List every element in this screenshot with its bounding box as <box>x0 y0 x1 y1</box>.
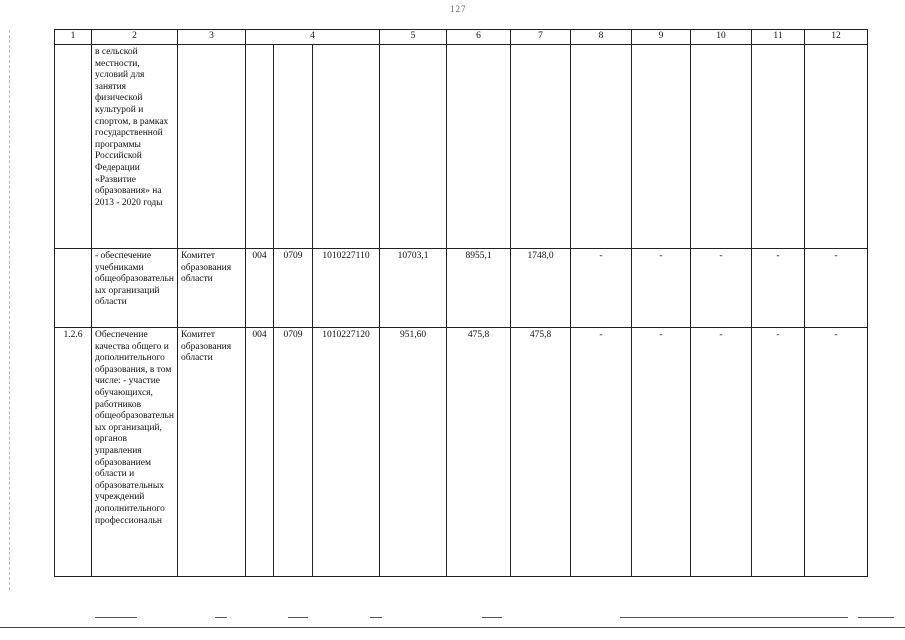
cell-executor: Комитет образования области <box>178 249 246 328</box>
cell-col-8 <box>571 45 632 249</box>
cell-executor: Комитет образования области <box>178 328 246 577</box>
cell-section-code <box>274 45 313 249</box>
header-col-7: 7 <box>511 30 571 45</box>
header-row <box>55 30 868 45</box>
header-col-5: 5 <box>380 30 447 45</box>
scan-line <box>370 617 382 618</box>
cell-col-10: - <box>691 328 752 577</box>
cell-col-7: 475,8 <box>511 328 571 577</box>
cell-col-9 <box>632 45 691 249</box>
cell-col-10 <box>691 45 752 249</box>
cell-col-12: - <box>805 249 868 328</box>
header-col-4: 4 <box>246 30 380 45</box>
header-col-12: 12 <box>805 30 868 45</box>
header-col-9: 9 <box>632 30 691 45</box>
scan-line <box>620 617 848 618</box>
header-col-6: 6 <box>447 30 511 45</box>
header-col-2: 2 <box>92 30 178 45</box>
budget-table <box>54 29 868 577</box>
cell-col-12: - <box>805 328 868 577</box>
scan-line <box>288 617 308 618</box>
cell-col-6 <box>447 45 511 249</box>
cell-col-9: - <box>632 328 691 577</box>
cell-ministry-code <box>246 45 274 249</box>
cell-col-8: - <box>571 249 632 328</box>
cell-code <box>55 249 92 328</box>
scan-artifacts <box>0 612 905 640</box>
cell-target-code: 1010227110 <box>313 249 380 328</box>
table-row <box>55 328 868 577</box>
cell-section-code: 0709 <box>274 249 313 328</box>
header-col-1: 1 <box>55 30 92 45</box>
cell-col-6: 8955,1 <box>447 249 511 328</box>
cell-code <box>55 45 92 249</box>
cell-description: - обеспечение учебниками общеобразовательных организаций области <box>92 249 178 328</box>
header-col-10: 10 <box>691 30 752 45</box>
cell-col-11: - <box>752 328 805 577</box>
scan-line <box>95 617 137 618</box>
cell-description: Обеспечение качества общего и дополнительного образования, в том числе: - участие обучающихся, работников общеобразовательных организаций, органов управления образованием области и образовательных учреждений дополнительного профессиональн <box>92 328 178 577</box>
cell-code: 1.2.6 <box>55 328 92 577</box>
header-col-11: 11 <box>752 30 805 45</box>
table-row <box>55 45 868 249</box>
page-number: 127 <box>450 4 467 14</box>
table-row <box>55 249 868 328</box>
cell-col-12 <box>805 45 868 249</box>
cell-col-7: 1748,0 <box>511 249 571 328</box>
page-bottom-edge <box>0 627 905 628</box>
cell-target-code <box>313 45 380 249</box>
header-col-8: 8 <box>571 30 632 45</box>
cell-col-11: - <box>752 249 805 328</box>
scan-line <box>482 617 502 618</box>
scan-line <box>858 617 894 618</box>
cell-description: в сельской местности, условий для занятия физической культурой и спортом, в рамках государственной программы Российской Федерации «Развитие образования» на 2013 - 2020 годы <box>92 45 178 249</box>
cell-col-5: 951,60 <box>380 328 447 577</box>
cell-section-code: 0709 <box>274 328 313 577</box>
page-edge-mark <box>9 30 11 590</box>
cell-col-7 <box>511 45 571 249</box>
cell-col-8: - <box>571 328 632 577</box>
cell-col-10: - <box>691 249 752 328</box>
cell-col-9: - <box>632 249 691 328</box>
cell-col-6: 475,8 <box>447 328 511 577</box>
budget-table-container <box>54 29 868 577</box>
cell-col-5 <box>380 45 447 249</box>
scan-line <box>215 617 227 618</box>
header-col-3: 3 <box>178 30 246 45</box>
cell-target-code: 1010227120 <box>313 328 380 577</box>
cell-ministry-code: 004 <box>246 249 274 328</box>
cell-col-11 <box>752 45 805 249</box>
cell-executor <box>178 45 246 249</box>
cell-col-5: 10703,1 <box>380 249 447 328</box>
cell-ministry-code: 004 <box>246 328 274 577</box>
